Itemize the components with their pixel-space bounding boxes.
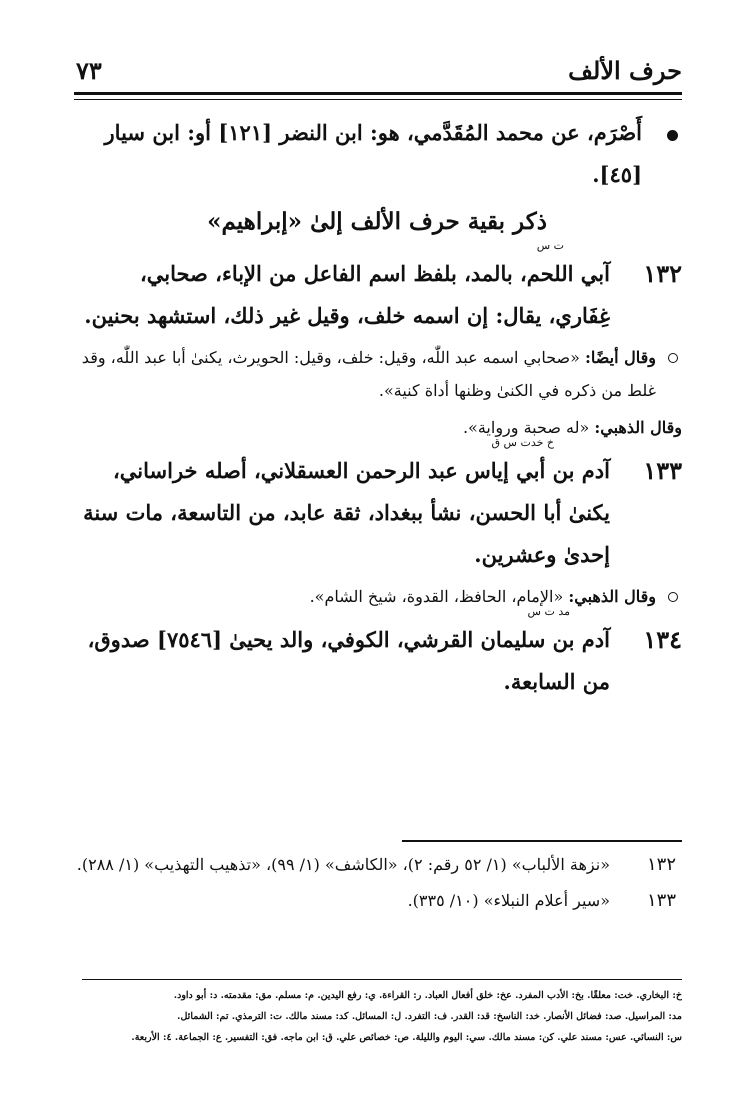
entry-number: ١٣٤: [643, 625, 682, 654]
reference-number: ١٣٢: [646, 854, 676, 875]
note-text: «له صحبة ورواية».: [462, 418, 590, 437]
bullet-dot-icon: [667, 130, 678, 141]
note-text: «صحابي اسمه عبد اللّٰه، وقيل: خلف، وقيل: الحويرث، يكنىٰ أبا عبد اللّٰه، وقد غلط من ذكره في الكنىٰ وظنها أداة كنية».: [81, 348, 656, 400]
abbreviation-key-rule: [82, 979, 682, 980]
chapter-title: حرف الألف: [568, 56, 682, 85]
page-number: ٧٣: [76, 56, 102, 85]
entry-text: آبي اللحم، بالمد، بلفظ اسم الفاعل من الإباء، صحابي، غِفَاري، يقال: إن اسمه خلف، وقيل غير ذلك، استشهد بحنين.: [84, 261, 610, 328]
entry-133-note-1: [72, 580, 682, 613]
bullet-entry-text: أَصْرَم، عن محمد المُقَدَّمي، هو: ابن النضر [١٢١] أو: ابن سيار [٤٥].: [104, 120, 642, 187]
main-body: [72, 112, 682, 703]
abbreviation-key-line: مد: المراسيل. صد: فضائل الأنصار. خد: الناسخ: قد: القدر. ف: التفرد. ل: المسائل. كد: مسند مالك. ت: الترمذي. تم: الشمائل.: [177, 1011, 682, 1022]
entry-134: [72, 605, 682, 703]
entry-132-note-2: [72, 411, 682, 444]
bullet-entry: [72, 112, 682, 196]
header-rule-thin: [74, 99, 682, 100]
reference-number: ١٣٣: [646, 890, 676, 911]
page-header: [72, 50, 682, 88]
header-rule-thick: [74, 92, 682, 95]
note-lead: وقال الذهبي:: [568, 587, 656, 606]
entry-133: [72, 436, 682, 576]
note-text: «الإمام، الحافظ، القدوة، شيخ الشام».: [309, 587, 564, 606]
entry-132: [72, 239, 682, 337]
abbreviation-key-line: خ: البخاري. خت: معلقًا. بخ: الأدب المفرد. عخ: خلق أفعال العباد. ر: القراءة. ي: رفع اليدين. م: مسلم. مق: مقدمته. د: أبو داود.: [173, 990, 682, 1001]
references: [72, 850, 682, 922]
reference-item: [72, 850, 682, 880]
note-lead: وقال أيضًا:: [585, 348, 656, 367]
references-rule: [402, 840, 682, 842]
abbreviation-key-line: س: النسائي. عس: مسند علي. كن: مسند مالك. سي: اليوم والليلة. ص: خصائص علي. ق: ابن ماجه. فق: التفسير. ع: الجماعة. ٤: الأربعة.: [131, 1032, 682, 1043]
section-heading: ذكر بقية حرف الألف إلىٰ «إبراهيم»: [207, 208, 547, 235]
entry-number: ١٣٣: [643, 456, 682, 485]
circle-marker-icon: [668, 353, 678, 363]
entry-sigla: مد ت س: [527, 605, 570, 618]
reference-text: «نزهة الألباب» (١/ ٥٢ رقم: ٢)، «الكاشف» (١/ ٩٩)، «تذهيب التهذيب» (١/ ٢٨٨).: [76, 855, 610, 874]
circle-marker-icon: [668, 592, 678, 602]
entry-sigla: خ خدت س ق: [491, 436, 554, 449]
reference-item: [72, 886, 682, 916]
entry-number: ١٣٢: [643, 259, 682, 288]
reference-text: «سير أعلام النبلاء» (١٠/ ٣٣٥).: [407, 891, 610, 910]
entry-text: آدم بن أبي إياس عبد الرحمن العسقلاني، أصله خراساني، يكنىٰ أبا الحسن، نشأ ببغداد، ثقة عابد، من التاسعة، مات سنة إحدىٰ وعشرين.: [83, 458, 610, 567]
entry-sigla: ت س: [536, 239, 564, 252]
abbreviation-key: [82, 985, 682, 1048]
entry-text: آدم بن سليمان القرشي، الكوفي، والد يحيىٰ [٧٥٤٦] صدوق، من السابعة.: [87, 627, 610, 694]
entry-132-note-1: [72, 341, 682, 407]
note-lead: وقال الذهبي:: [594, 418, 682, 437]
